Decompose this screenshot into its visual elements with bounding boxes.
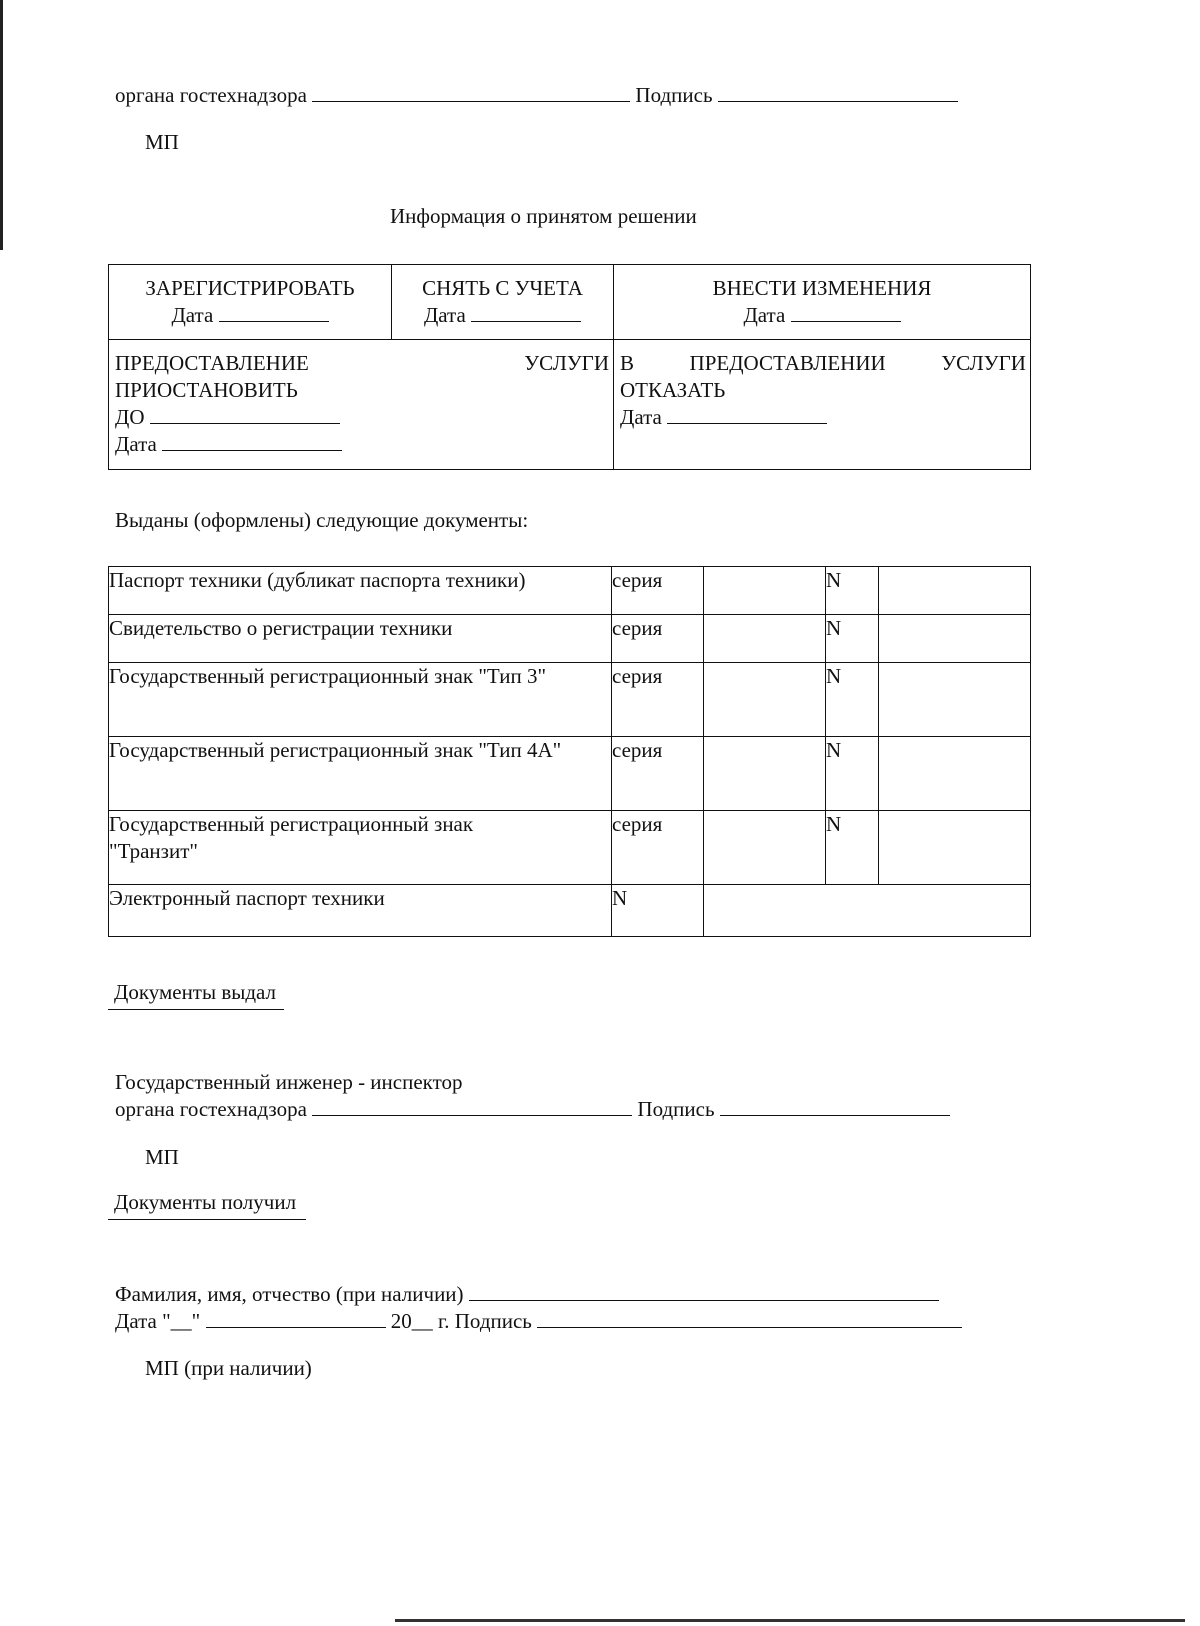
documents-heading: Выданы (оформлены) следующие документы:: [115, 508, 529, 532]
register-date-label: Дата: [171, 303, 214, 327]
doc-name: Государственный регистрационный знак "Транзит": [109, 811, 612, 885]
modify-date-field[interactable]: [791, 320, 901, 322]
suspend-word1: ПРЕДОСТАВЛЕНИЕ: [115, 351, 309, 375]
refuse-line2: ОТКАЗАТЬ: [620, 378, 726, 402]
doc-name: Паспорт техники (дубликат паспорта техники): [109, 567, 612, 615]
fio-field[interactable]: [469, 1299, 939, 1301]
register-date-field[interactable]: [219, 320, 329, 322]
suspend-date-field[interactable]: [162, 449, 342, 451]
table-row: [109, 567, 1031, 615]
refuse-word2: ПРЕДОСТАВЛЕНИИ: [689, 351, 886, 375]
number-field[interactable]: [704, 885, 1031, 937]
receive-date-line: [115, 1309, 962, 1334]
fio-line: [115, 1282, 939, 1307]
refuse-word1: В: [620, 351, 635, 375]
inspector-org-label: органа гостехнадзора: [115, 1097, 307, 1121]
sign-field[interactable]: [718, 100, 958, 102]
refuse-date-label: Дата: [620, 405, 662, 429]
org-sign-field[interactable]: [312, 100, 630, 102]
number-label: N: [826, 567, 879, 615]
series-field[interactable]: [704, 663, 826, 737]
sign-label: Подпись: [635, 83, 713, 107]
receive-sign-field[interactable]: [537, 1326, 962, 1328]
deregister-date-label: Дата: [423, 303, 466, 327]
deregister-label: СНЯТЬ С УЧЕТА: [422, 276, 583, 300]
refuse-word3: УСЛУГИ: [941, 351, 1026, 375]
deregister-date-field[interactable]: [471, 320, 581, 322]
scan-left-edge: [0, 0, 3, 250]
register-cell: [109, 265, 392, 340]
issued-label-block: [108, 980, 284, 1010]
modify-cell: [614, 265, 1031, 340]
series-label: серия: [612, 567, 704, 615]
received-label-block: [108, 1190, 306, 1220]
received-label: Документы получил: [108, 1190, 306, 1220]
number-field[interactable]: [879, 567, 1031, 615]
stamp-mp-received: МП (при наличии): [145, 1356, 312, 1380]
inspector-org-field[interactable]: [312, 1114, 632, 1116]
suspend-line2: ПРИОСТАНОВИТЬ: [115, 378, 298, 402]
deregister-cell: [392, 265, 614, 340]
number-field[interactable]: [879, 737, 1031, 811]
inspector-line1: Государственный инженер - инспектор: [115, 1070, 463, 1094]
doc-name: Электронный паспорт техники: [109, 885, 612, 937]
number-label: N: [612, 885, 704, 937]
number-label: N: [826, 615, 879, 663]
series-label: серия: [612, 811, 704, 885]
number-label: N: [826, 737, 879, 811]
series-field[interactable]: [704, 811, 826, 885]
stamp-mp-issued: МП: [145, 1145, 179, 1169]
series-label: серия: [612, 737, 704, 811]
scan-bottom-edge: [395, 1619, 1185, 1622]
suspend-date-label: Дата: [115, 432, 157, 456]
documents-table: [108, 566, 1031, 937]
table-row: [109, 737, 1031, 811]
org-label: органа гостехнадзора: [115, 83, 307, 107]
doc-name: Свидетельство о регистрации техники: [109, 615, 612, 663]
doc-name: Государственный регистрационный знак "Тип 3": [109, 663, 612, 737]
modify-date-label: Дата: [743, 303, 786, 327]
series-field[interactable]: [704, 737, 826, 811]
doc-name: Государственный регистрационный знак "Тип 4А": [109, 737, 612, 811]
table-row: [109, 811, 1031, 885]
series-field[interactable]: [704, 615, 826, 663]
number-field[interactable]: [879, 663, 1031, 737]
inspector-sign-label: Подпись: [637, 1097, 715, 1121]
stamp-mp: МП: [145, 130, 179, 154]
refuse-date-field[interactable]: [667, 422, 827, 424]
number-field[interactable]: [879, 615, 1031, 663]
suspend-until-field[interactable]: [150, 422, 340, 424]
issued-label: Документы выдал: [108, 980, 284, 1010]
table-row: [109, 615, 1031, 663]
receive-date-prefix: Дата "__": [115, 1309, 201, 1333]
suspend-word2: УСЛУГИ: [524, 351, 609, 375]
number-label: N: [826, 811, 879, 885]
inspector-sign-line: [115, 1097, 950, 1122]
number-label: N: [826, 663, 879, 737]
decision-title: Информация о принятом решении: [390, 204, 697, 228]
series-label: серия: [612, 663, 704, 737]
fio-label: Фамилия, имя, отчество (при наличии): [115, 1282, 464, 1306]
top-signature-line: [115, 83, 958, 108]
receive-year-sign-label: 20__ г. Подпись: [390, 1309, 532, 1333]
table-row: [109, 885, 1031, 937]
refuse-cell: [614, 340, 1031, 470]
register-label: ЗАРЕГИСТРИРОВАТЬ: [145, 276, 355, 300]
suspend-until-label: ДО: [115, 405, 145, 429]
decision-table: [108, 264, 1031, 470]
inspector-sign-field[interactable]: [720, 1114, 950, 1116]
number-field[interactable]: [879, 811, 1031, 885]
series-label: серия: [612, 615, 704, 663]
suspend-cell: [109, 340, 614, 470]
table-row: [109, 663, 1031, 737]
series-field[interactable]: [704, 567, 826, 615]
modify-label: ВНЕСТИ ИЗМЕНЕНИЯ: [712, 276, 932, 300]
receive-date-field[interactable]: [206, 1326, 386, 1328]
